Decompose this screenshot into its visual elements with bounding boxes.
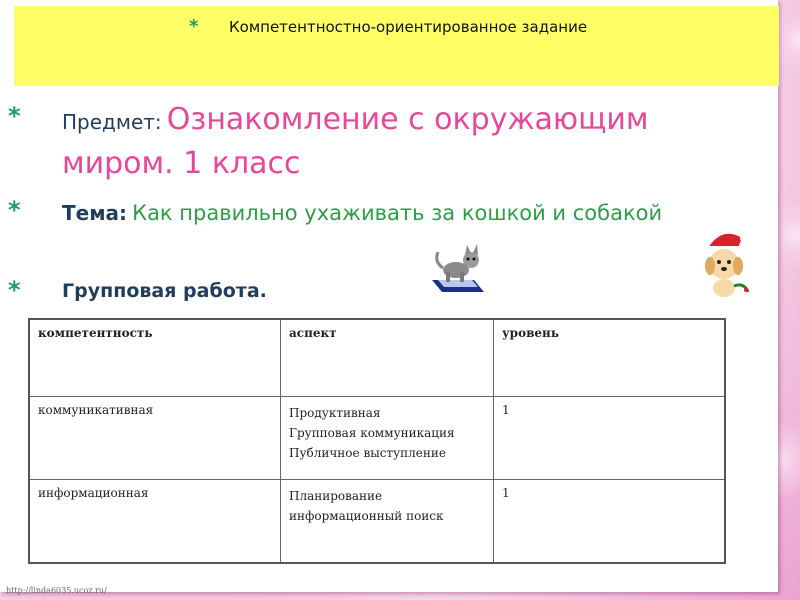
topic-value: Как правильно ухаживать за кошкой и собакой	[132, 201, 663, 225]
cell-competence: информационная	[29, 480, 281, 564]
aspect-item: Групповая коммуникация	[289, 426, 455, 440]
bullet-star: *	[8, 276, 21, 304]
cat-clipart-icon	[428, 240, 488, 296]
topic-line	[62, 196, 712, 232]
cell-aspect	[281, 397, 494, 480]
table-row	[29, 480, 725, 564]
source-url: http://linda6035.ucoz.ru/	[6, 586, 107, 595]
bullet-star: *	[8, 102, 21, 130]
subject-line	[62, 100, 712, 188]
aspect-item: Планирование	[289, 489, 383, 503]
cell-competence: коммуникативная	[29, 397, 281, 480]
column-header-level: уровень	[494, 319, 726, 397]
subject-value: Ознакомление с окружающим миром. 1 класс	[62, 102, 649, 181]
subject-label: Предмет:	[62, 110, 162, 134]
header-banner	[14, 6, 779, 86]
puppy-santa-clipart-icon	[698, 226, 754, 300]
column-header-competence: компетентность	[29, 319, 281, 397]
header-bullet: *	[189, 16, 199, 37]
cell-level: 1	[494, 397, 726, 480]
group-work-text: Групповая работа.	[62, 280, 267, 302]
table-row	[29, 397, 725, 480]
cell-aspect	[281, 480, 494, 564]
bullet-star: *	[8, 196, 21, 224]
table-header-row	[29, 319, 725, 397]
aspect-item: Продуктивная	[289, 406, 381, 420]
header-title: Компетентностно-ориентированное задание	[229, 18, 588, 36]
cell-level: 1	[494, 480, 726, 564]
aspect-item: информационный поиск	[289, 509, 444, 523]
competence-table	[28, 318, 726, 564]
aspect-item: Публичное выступление	[289, 446, 446, 460]
column-header-aspect: аспект	[281, 319, 494, 397]
topic-label: Тема:	[62, 201, 128, 225]
